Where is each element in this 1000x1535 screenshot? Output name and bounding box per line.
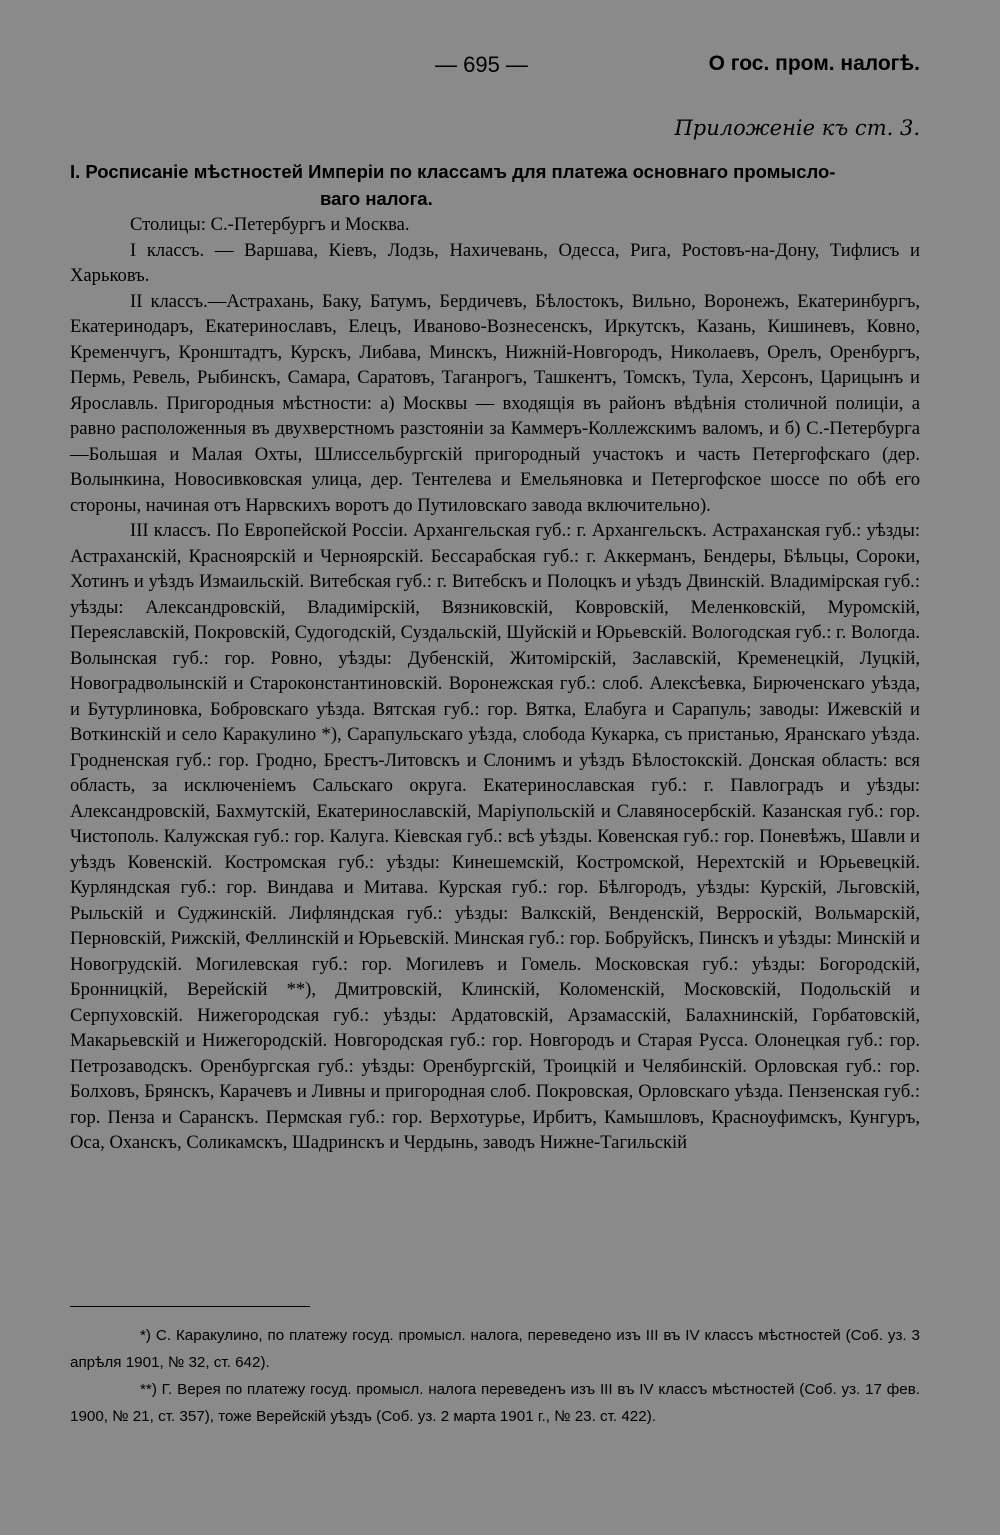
page-number: — 695 — bbox=[435, 52, 528, 77]
paragraph-class-1: I классъ. — Варшава, Кіевъ, Лодзь, Нахичевань, Одесса, Рига, Ростовъ-на-Дону, Тифлисъ и Харьковъ. bbox=[70, 239, 920, 286]
section-heading-line-1: I. Росписаніе мѣстностей Имперіи по классамъ для платежа основнаго промысло- bbox=[70, 161, 836, 182]
section-heading bbox=[70, 158, 920, 212]
running-title: О гос. пром. налогѣ. bbox=[708, 52, 920, 75]
footnote-2: **) Г. Верея по платежу госуд. промысл. налога переведенъ изъ III въ IV классъ мѣстностей (Соб. уз. 17 фев. 1900, № 21, ст. 357), тоже Верейскій уѣздъ (Соб. уз. 2 марта 1901 г., № 23. ст. 422). bbox=[70, 1381, 920, 1425]
body-text bbox=[70, 212, 920, 1156]
appendix-note: Приложеніе къ ст. 3. bbox=[674, 116, 920, 140]
footnote-divider bbox=[70, 1306, 310, 1307]
footnote-1: *) С. Каракулино, по платежу госуд. промысл. налога, переведено изъ III въ IV классъ мѣстностей (Соб. уз. 3 апрѣля 1901, № 32, ст. 642). bbox=[70, 1327, 920, 1371]
paragraph-class-3: III классъ. По Европейской Россіи. Архангельская губ.: г. Архангельскъ. Астраханская губ.: уѣзды: Астраханскій, Красноярскій и Черноярскій. Бессарабская губ.: г. Аккерманъ, Бендеры, Бѣльцы, Сороки, Хотинъ и уѣздъ Измаильскій. Витебская губ.: г. Витебскъ и Полоцкъ и уѣздъ Двинскій. Владимірская губ.: уѣзды: Александровскій, Владимірскій, Вязниковскій, Ковровскій, Меленковскій, Муромскій, Переяславскій, Покровскій, Судогодскій, Суздальскій, Шуйскій и Юрьевскій. Вологодская губ.: г. Вологда. Волынская губ.: гор. Ровно, уѣзды: Дубенскій, Житомірскій, Заславскій, Кременецкій, Луцкій, Новоградволынскій и Староконстантиновскій. Воронежская губ.: слоб. Алексѣевка, Бирюченскаго уѣзда, и Бутурлиновка, Бобровскаго уѣзда. Вятская губ.: гор. Вятка, Елабуга и Сарапуль; заводы: Ижевскій и Воткинскій и село Каракулино *), Сарапульскаго уѣзда, слобода Кукарка, съ пристанью, Яранскаго уѣзда. Гродненская губ.: гор. Гродно, Брестъ-Литовскъ и Слонимъ и уѣздъ Бѣлостокскій. Донская область: вся область, за исключеніемъ Сальскаго округа. Екатеринославская губ.: г. Павлоградъ и уѣзды: Александровскій, Бахмутскій, Екатеринославскій, Маріупольскій и Славяносербскій. Казанская губ.: гор. Чистополь. Калужская губ.: гор. Калуга. Кіевская губ.: всѣ уѣзды. Ковенская губ.: гор. Поневѣжъ, Шавли и уѣздъ Ковенскій. Костромская губ.: уѣзды: Кинешемскій, Костромской, Нерехтскій и Юрьевецкій. Курляндская губ.: гор. Виндава и Митава. Курская губ.: гор. Бѣлгородъ, уѣзды: Курскій, Льговскій, Рыльскій и Суджинскій. Лифляндская губ.: уѣзды: Валкскій, Венденскій, Верроскій, Вольмарскій, Перновскій, Рижскій, Феллинскій и Юрьевскій. Минская губ.: гор. Бобруйскъ, Пинскъ и уѣзды: Минскій и Новогрудскій. Могилевская губ.: гор. Могилевъ и Гомель. Московская губ.: уѣзды: Богородскій, Бронницкій, Верейскій **), Дмитровскій, Клинскій, Коломенскій, Московскій, Подольскій и Серпуховскій. Нижегородская губ.: уѣзды: Ардатовскій, Арзамасскій, Балахнинскій, Горбатовскій, Макарьевскій и Нижегородскій. Новгородская губ.: гор. Новгородъ и Старая Русса. Олонецкая губ.: гор. Петрозаводскъ. Оренбургская губ.: уѣзды: Оренбургскій, Троицкій и Челябинскій. Орловская губ.: гор. Болховъ, Брянскъ, Карачевъ и Ливны и пригородная слоб. Покровская, Орловскаго уѣзда. Пензенская губ.: гор. Пенза и Саранскъ. Пермская губ.: гор. Верхотурье, Ирбитъ, Камышловъ, Красноуфимскъ, Кунгуръ, Оса, Оханскъ, Соликамскъ, Шадринскъ и Чердынь, заводъ Нижне-Тагильскій bbox=[70, 520, 920, 1153]
section-heading-line-2: ваго налога. bbox=[320, 188, 433, 209]
paragraph-class-2: II классъ.—Астрахань, Баку, Батумъ, Бердичевъ, Бѣлостокъ, Вильно, Воронежъ, Екатеринбургъ, Екатеринодаръ, Екатеринославъ, Елецъ, Иваново-Вознесенскъ, Иркутскъ, Казань, Кишиневъ, Ковно, Кременчугъ, Кронштадтъ, Курскъ, Либава, Минскъ, Нижній-Новгородъ, Николаевъ, Орелъ, Оренбургъ, Пермь, Ревель, Рыбинскъ, Самара, Саратовъ, Таганрогъ, Ташкентъ, Томскъ, Тула, Херсонъ, Царицынъ и Ярославль. Пригородныя мѣстности: а) Москвы — входящія въ районъ вѣдѣнія столичной полиціи, а равно расположенныя въ двухверстномъ разстояніи за Каммеръ-Коллежскимъ валомъ, и б) С.-Петербурга—Большая и Малая Охты, Шлиссельбургскій пригородный участокъ и часть Петергофскаго (дер. Волынкина, Новосивковская улица, дер. Тентелева и Емельяновка и Петергофское шоссе по обѣ его стороны, начиная отъ Нарвскихъ воротъ до Путиловскаго завода включительно). bbox=[70, 290, 920, 516]
footnotes bbox=[70, 1322, 920, 1430]
page-header bbox=[70, 52, 920, 86]
paragraph-capitals: Столицы: С.-Петербургъ и Москва. bbox=[130, 214, 410, 235]
